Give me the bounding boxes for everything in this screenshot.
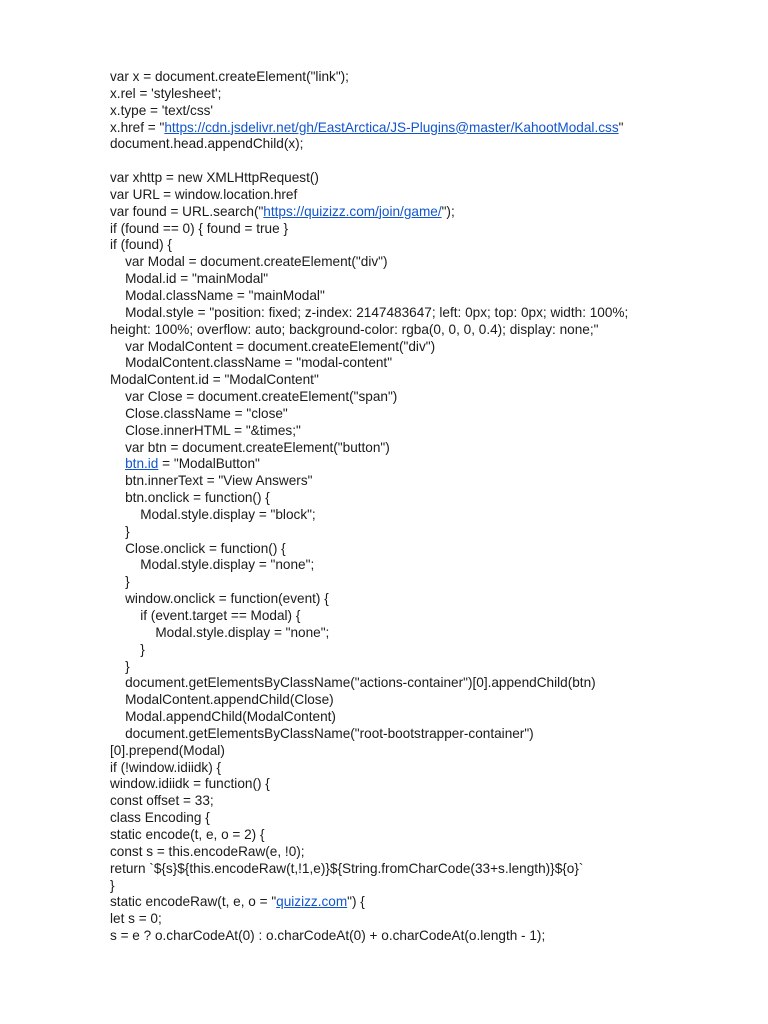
code-line: window.idiidk = function() { [110,776,270,792]
code-line: if (found) { [110,237,172,253]
code-line: x.type = 'text/css' [110,102,214,118]
code-line: let s = 0; [110,911,162,927]
code-line: var ModalContent = document.createElement("div") [110,338,436,354]
code-line: const offset = 33; [110,793,214,809]
code-line [110,456,730,473]
code-line: Close.className = "close" [110,405,288,421]
quizizz-join-link[interactable]: https://quizizz.com/join/game/ [263,203,442,219]
code-text: " [618,119,624,135]
code-line: var Modal = document.createElement("div") [110,254,388,270]
code-line: [0].prepend(Modal) [110,742,225,758]
code-line: var URL = window.location.href [110,186,298,202]
code-line: document.head.appendChild(x); [110,136,304,152]
code-line: } [110,877,115,893]
code-line: window.onclick = function(event) { [110,591,329,607]
stylesheet-link[interactable]: https://cdn.jsdelivr.net/gh/EastArctica/JS-Plugins@master/KahootModal.css [164,119,619,135]
code-line: } [110,641,145,657]
code-text: "); [441,203,455,219]
code-line: Modal.appendChild(ModalContent) [110,709,336,725]
code-line: var x = document.createElement("link"); [110,69,349,84]
code-text: var found = URL.search(" [110,203,264,219]
code-line: const s = this.encodeRaw(e, !0); [110,843,305,859]
code-text: ") { [347,894,365,910]
code-line [110,894,730,911]
code-text: = "ModalButton" [158,456,260,472]
btn-id-link[interactable]: btn.id [125,456,159,472]
code-text: x.href = " [110,119,165,135]
code-line: Modal.style.display = "none"; [110,557,315,573]
code-line: } [110,523,130,539]
code-line: ModalContent.appendChild(Close) [110,692,334,708]
code-line: } [110,658,130,674]
code-line: Modal.id = "mainModal" [110,271,269,287]
code-line [110,120,730,137]
code-line [110,204,730,221]
code-line: var xhttp = new XMLHttpRequest() [110,170,319,186]
code-line: document.getElementsByClassName("actions-container")[0].appendChild(btn) [110,675,596,691]
code-line: if (!window.idiidk) { [110,759,222,775]
code-line: Modal.style.display = "block"; [110,506,316,522]
code-line: if (found == 0) { found = true } [110,220,288,236]
code-line: Modal.className = "mainModal" [110,287,325,303]
code-line: ModalContent.className = "modal-content" [110,355,393,371]
code-line: document.getElementsByClassName("root-bootstrapper-container") [110,725,534,741]
code-line: height: 100%; overflow: auto; background-color: rgba(0, 0, 0, 0.4); display: none;" [110,321,599,337]
code-line: ModalContent.id = "ModalContent" [110,372,319,388]
code-line: Close.innerHTML = "&times;" [110,422,301,438]
code-line: if (event.target == Modal) { [110,608,301,623]
code-document [110,69,730,945]
code-line: return `${s}${this.encodeRaw(t,!1,e)}${String.fromCharCode(33+s.length)}${o}` [110,860,584,876]
blank-line [110,153,730,170]
quizizz-com-link[interactable]: quizizz.com [276,894,348,910]
code-line: Close.onclick = function() { [110,540,286,556]
code-line: var btn = document.createElement("button") [110,439,390,455]
code-line: s = e ? o.charCodeAt(0) : o.charCodeAt(0) + o.charCodeAt(o.length - 1); [110,928,546,944]
code-text: static encodeRaw(t, e, o = " [110,894,277,910]
code-line: } [110,574,130,590]
code-line: Modal.style.display = "none"; [110,624,330,640]
code-text [110,456,125,471]
code-line: class Encoding { [110,810,210,826]
code-line: static encode(t, e, o = 2) { [110,826,265,842]
code-line: btn.onclick = function() { [110,490,270,506]
code-line: x.rel = 'stylesheet'; [110,85,222,101]
code-line: var Close = document.createElement("span") [110,389,398,405]
code-line: btn.innerText = "View Answers" [110,473,313,489]
code-line: Modal.style = "position: fixed; z-index: 2147483647; left: 0px; top: 0px; width: 100%; [110,304,629,320]
